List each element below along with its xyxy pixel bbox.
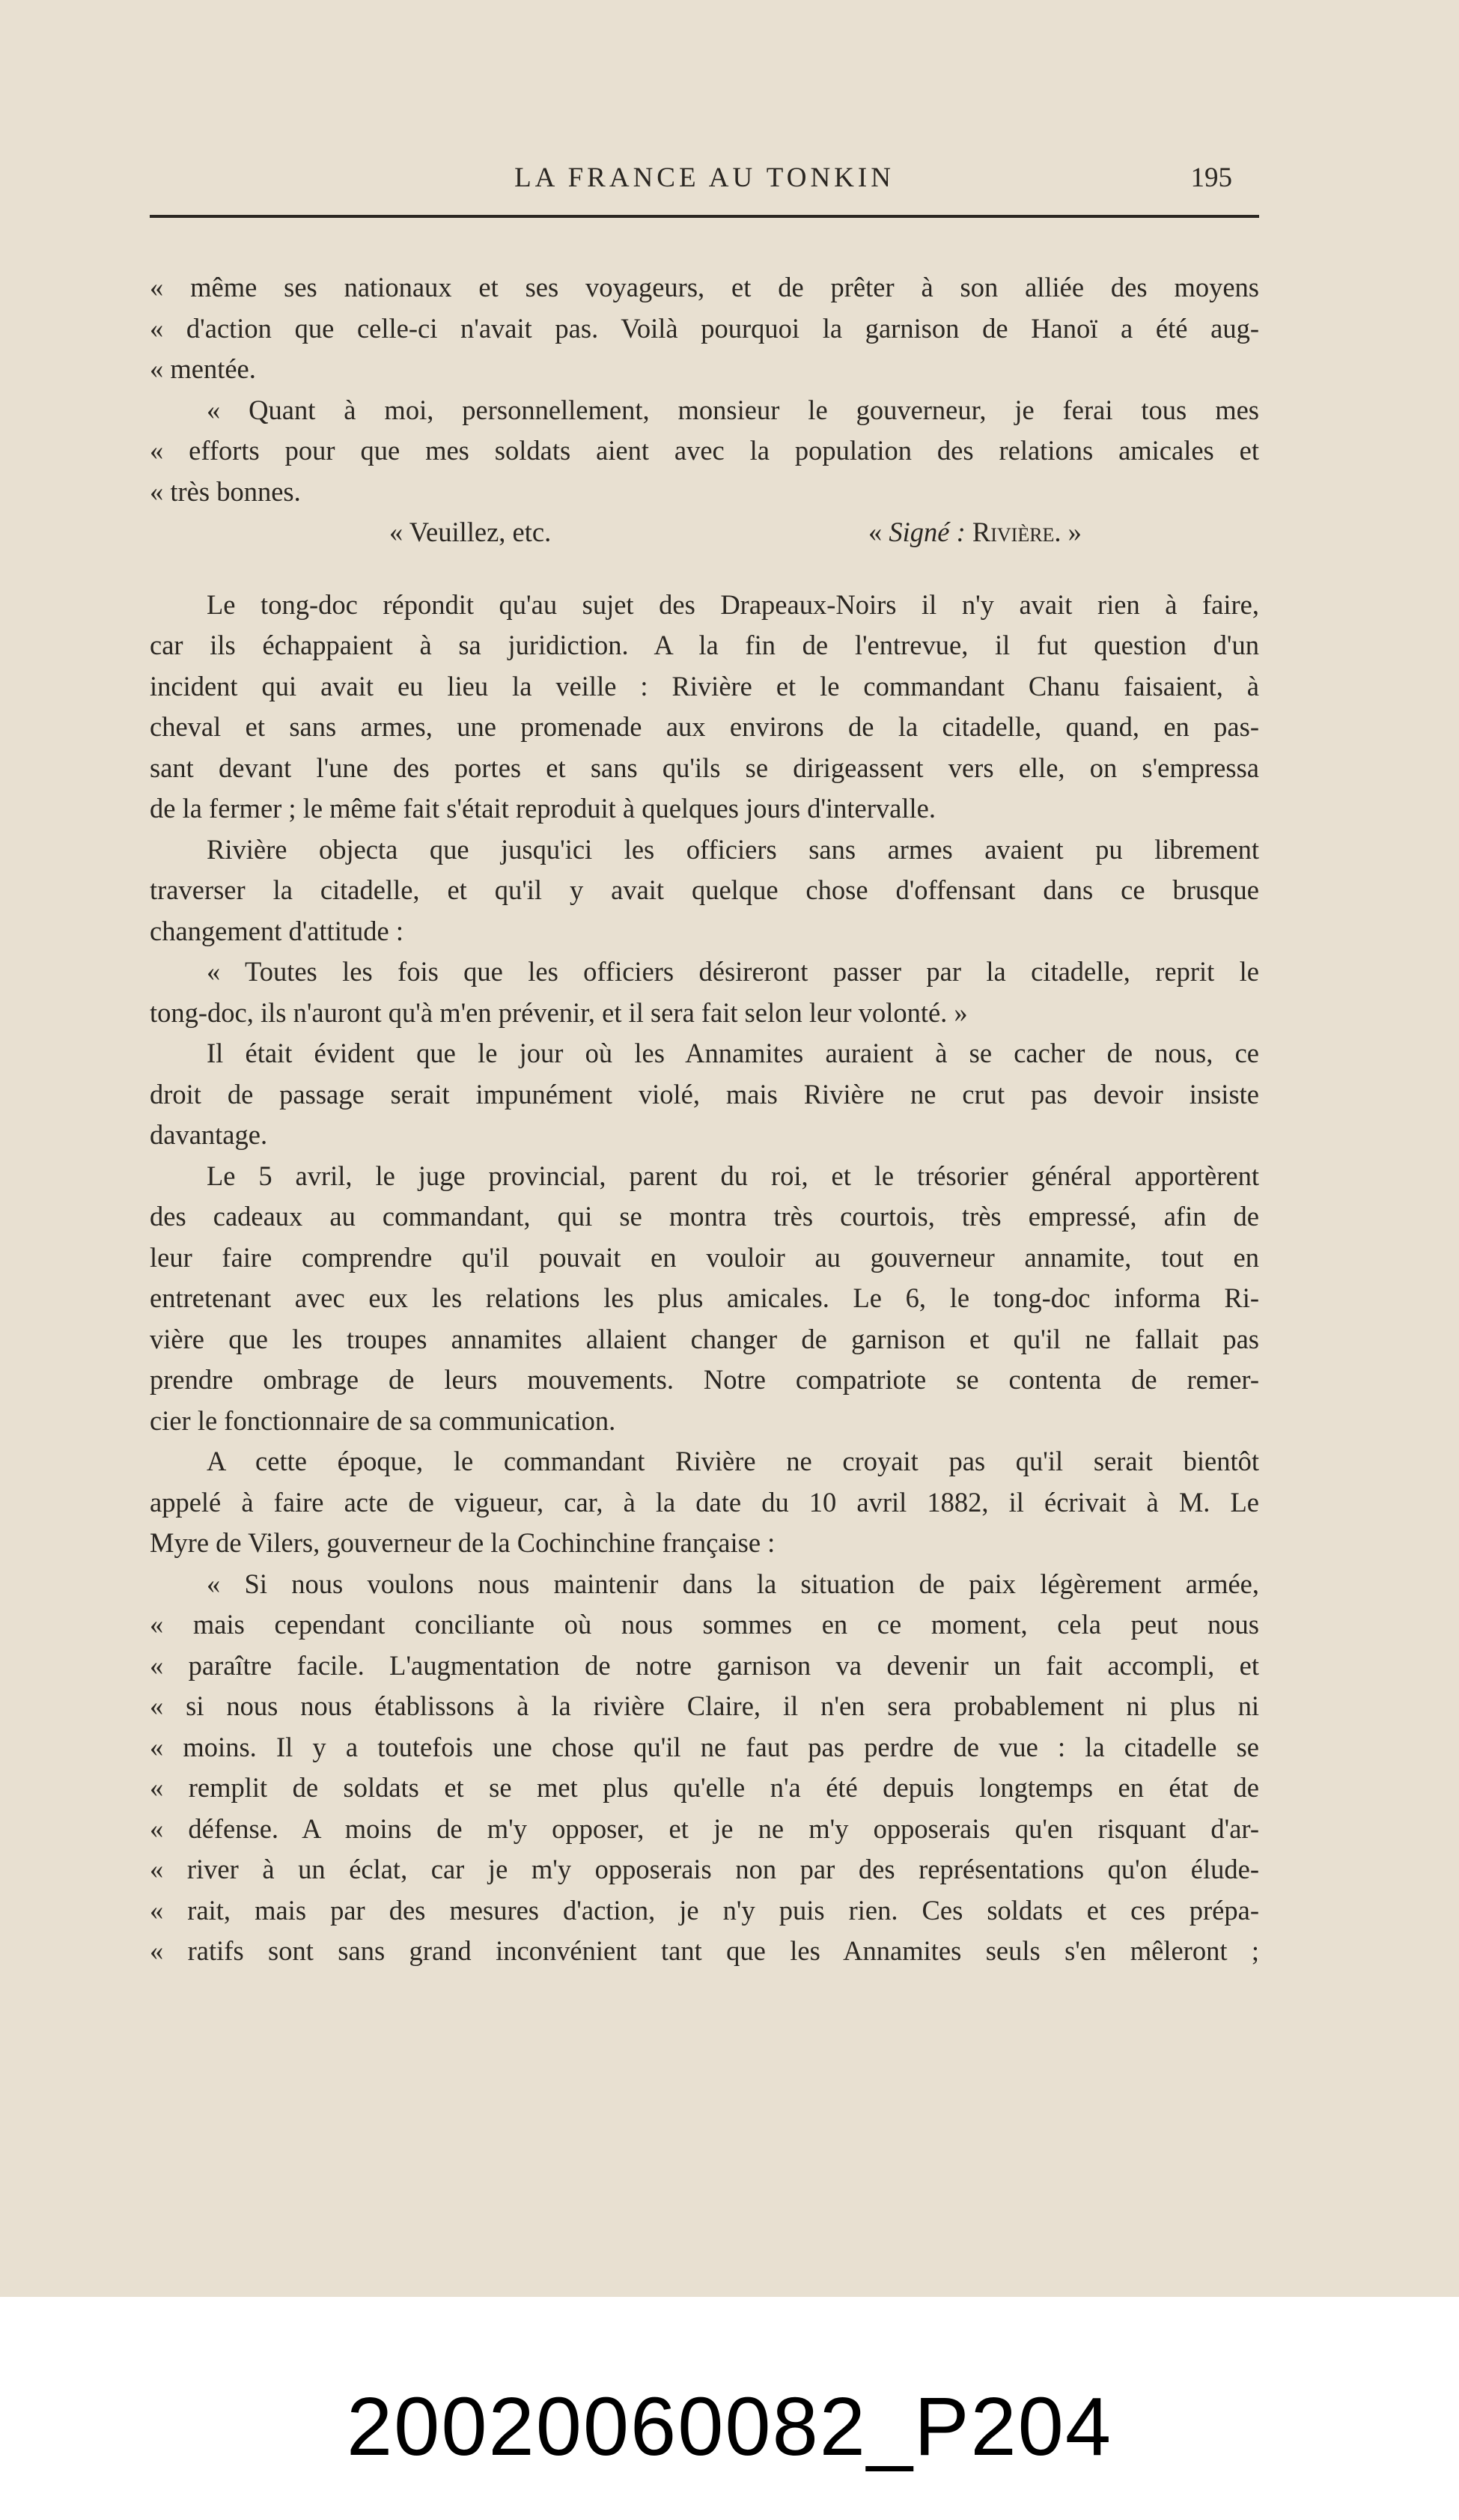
paragraph-letter-end xyxy=(150,267,1259,390)
text-line: tong-doc, ils n'auront qu'à m'en prévenir, et il sera fait selon leur volonté. » xyxy=(150,996,968,1028)
text-line: « mais cependant conciliante où nous sommes en ce moment, cela peut nous xyxy=(150,1609,1259,1640)
text-column xyxy=(150,267,1259,1972)
header-rule xyxy=(150,215,1259,218)
text-line: Il était évident que le jour où les Annamites auraient à se cacher de nous, ce xyxy=(207,1038,1259,1068)
paragraph-le-5-avril xyxy=(150,1156,1259,1442)
text-line: cheval et sans armes, une promenade aux environs de la citadelle, quand, en pas- xyxy=(150,711,1259,742)
text-line: « efforts pour que mes soldats aient avec la population des relations amicales et xyxy=(150,435,1259,466)
paragraph-a-cette-epoque xyxy=(150,1441,1259,1564)
text-line: incident qui avait eu lieu la veille : Rivière et le commandant Chanu faisaient, à xyxy=(150,670,1259,701)
text-line: « défense. A moins de m'y opposer, et je ne m'y opposerais qu'en risquant d'ar- xyxy=(150,1813,1259,1844)
signature-open: « xyxy=(868,517,889,547)
text-line: « Si nous voulons nous maintenir dans la situation de paix légèrement armée, xyxy=(207,1568,1259,1599)
text-line: davantage. xyxy=(150,1119,268,1150)
text-line: « mentée. xyxy=(150,353,256,384)
text-line: « moins. Il y a toutefois une chose qu'il ne faut pas perdre de vue : la citadelle se xyxy=(150,1731,1259,1762)
text-line: Le 5 avril, le juge provincial, parent du roi, et le trésorier général apportèrent xyxy=(207,1160,1259,1191)
signatory-name: Rivière. xyxy=(972,517,1061,547)
section-gap xyxy=(150,553,1259,585)
signature-line xyxy=(150,512,1259,553)
text-line: vière que les troupes annamites allaient changer de garnison et qu'il ne fallait pas xyxy=(150,1323,1259,1354)
text-line: Rivière objecta que jusqu'ici les officiers sans armes avaient pu librement xyxy=(207,833,1259,865)
text-line: cier le fonctionnaire de sa communication. xyxy=(150,1404,616,1436)
text-line: « river à un éclat, car je m'y opposerais non par des représentations qu'on élude- xyxy=(150,1854,1259,1884)
text-line: « ratifs sont sans grand inconvénient tant que les Annamites seuls s'en mêleront ; xyxy=(150,1935,1259,1966)
text-line: « remplit de soldats et se met plus qu'elle n'a été depuis longtemps en état de xyxy=(150,1772,1259,1803)
page-number: 195 xyxy=(1190,162,1232,193)
paragraph-toutes-les-fois xyxy=(150,952,1259,1033)
closing-formula: « Veuillez, etc. xyxy=(389,517,552,547)
signature-close: » xyxy=(1061,517,1082,547)
text-line: de la fermer ; le même fait s'était reproduit à quelques jours d'intervalle. xyxy=(150,793,936,824)
signature xyxy=(868,512,1082,553)
running-head xyxy=(150,156,1259,201)
signed-label: Signé : xyxy=(889,517,966,547)
paragraph-il-etait-evident xyxy=(150,1033,1259,1156)
running-title: LA FRANCE AU TONKIN xyxy=(514,162,895,193)
text-line: « paraître facile. L'augmentation de notre garnison va devenir un fait accompli, et xyxy=(150,1649,1259,1681)
text-line: traverser la citadelle, et qu'il y avait quelque chose d'offensant dans ce brusque xyxy=(150,874,1259,905)
text-line: appelé à faire acte de vigueur, car, à la date du 10 avril 1882, il écrivait à M. Le xyxy=(150,1486,1259,1518)
text-line: droit de passage serait impunément violé, mais Rivière ne crut pas devoir insiste xyxy=(150,1078,1259,1110)
text-line: A cette époque, le commandant Rivière ne croyait pas qu'il serait bientôt xyxy=(207,1446,1259,1476)
paragraph-tong-doc-repondit xyxy=(150,585,1259,830)
scan-identifier: 20020060082_P204 xyxy=(346,2381,1113,2473)
text-line: leur faire comprendre qu'il pouvait en vouloir au gouverneur annamite, tout en xyxy=(150,1241,1259,1273)
text-line: « Quant à moi, personnellement, monsieur le gouverneur, je ferai tous mes xyxy=(207,394,1259,425)
text-line: Le tong-doc répondit qu'au sujet des Drapeaux-Noirs il n'y avait rien à faire, xyxy=(207,588,1259,620)
paragraph-letter-quote xyxy=(150,1564,1259,1972)
text-line: sant devant l'une des portes et sans qu'ils se dirigeassent vers elle, on s'empressa xyxy=(150,752,1259,783)
text-line: « rait, mais par des mesures d'action, je n'y puis rien. Ces soldats et ces prépa- xyxy=(150,1894,1259,1926)
text-line: entretenant avec eux les relations les plus amicales. Le 6, le tong-doc informa Ri- xyxy=(150,1282,1259,1313)
text-line: « d'action que celle-ci n'avait pas. Voilà pourquoi la garnison de Hanoï a été aug- xyxy=(150,312,1259,344)
text-line: « même ses nationaux et ses voyageurs, et de prêter à son alliée des moyens xyxy=(150,272,1259,302)
text-line: prendre ombrage de leurs mouvements. Notre compatriote se contenta de remer- xyxy=(150,1364,1259,1395)
text-line: des cadeaux au commandant, qui se montra très courtois, très empressé, afin de xyxy=(150,1201,1259,1232)
text-line: « si nous nous établissons à la rivière Claire, il n'en sera probablement ni plus ni xyxy=(150,1690,1259,1721)
text-line: changement d'attitude : xyxy=(150,915,404,946)
text-line: car ils échappaient à sa juridiction. A la fin de l'entrevue, il fut question d'un xyxy=(150,630,1259,660)
text-line: « Toutes les fois que les officiers désireront passer par la citadelle, reprit le xyxy=(207,956,1259,987)
paragraph-quant-a-moi xyxy=(150,390,1259,513)
text-line: « très bonnes. xyxy=(150,475,301,507)
text-line: Myre de Vilers, gouverneur de la Cochinchine française : xyxy=(150,1527,776,1558)
paragraph-riviere-objecta xyxy=(150,830,1259,952)
